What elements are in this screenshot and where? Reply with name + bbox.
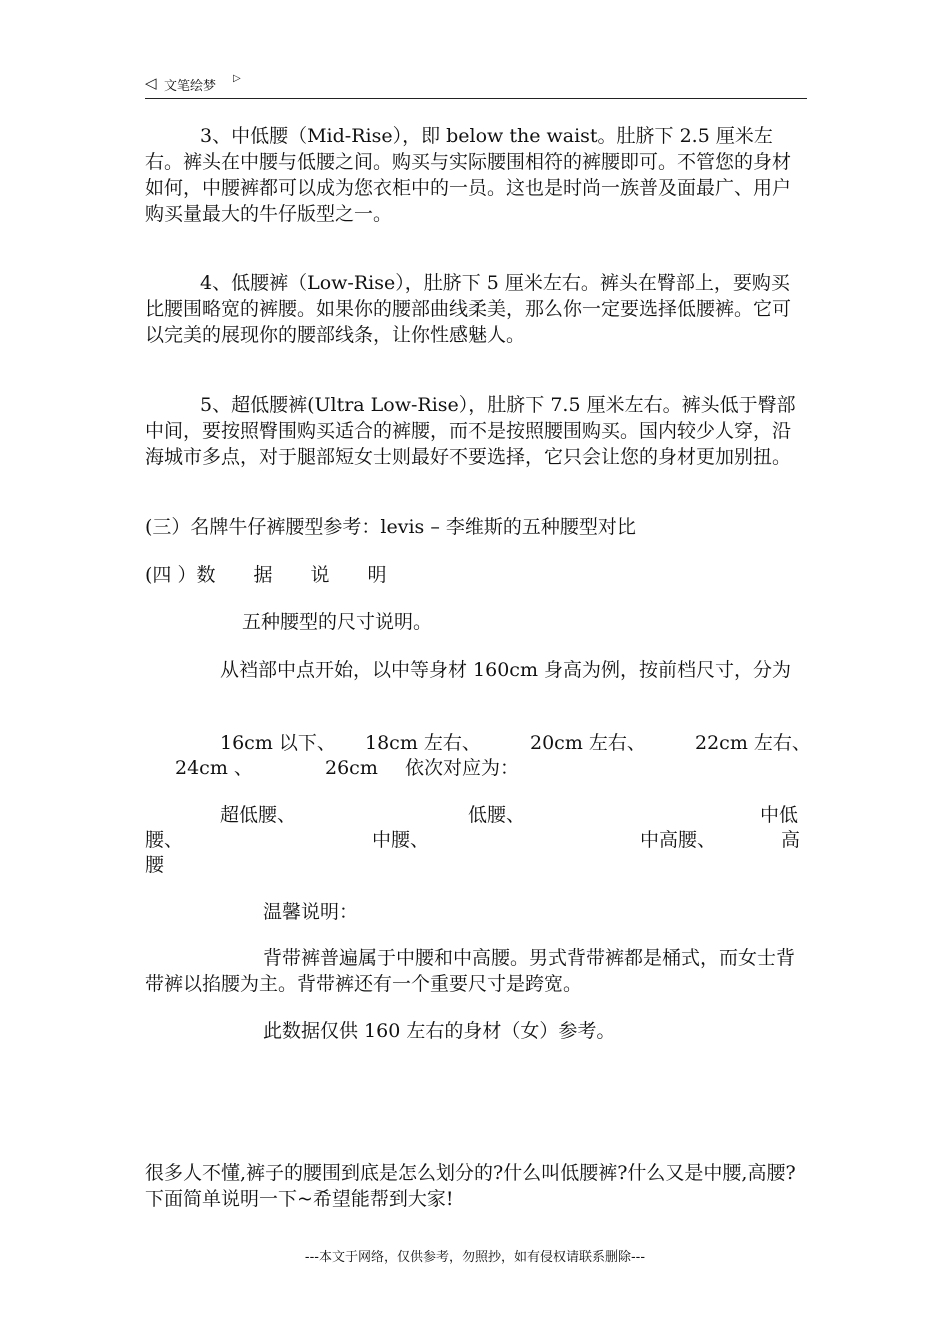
waist-type-item: 腰: [145, 854, 165, 876]
intro-paragraph: 很多人不懂,裤子的腰围到底是怎么划分的?什么叫低腰裤?什么又是中腰,高腰?下面简单说明一下~希望能帮到大家!: [145, 1162, 796, 1210]
section-3-heading: (三）名牌牛仔裤腰型参考：levis – 李维斯的五种腰型对比: [145, 516, 636, 538]
size-item: 26cm: [325, 757, 378, 779]
paragraph-mid-rise: 3、中低腰（Mid-Rise），即 below the waist。肚脐下 2.5 厘米左右。裤头在中腰与低腰之间。购买与实际腰围相符的裤腰即可。不管您的身材如何，中腰裤都可以成为您衣柜中的一员。这也是时尚一族普及面最广、用户购买量最大的牛仔版型之一。: [145, 125, 792, 225]
waist-type-item: 中腰、: [372, 829, 430, 851]
five-types-line: 五种腰型的尺寸说明。: [242, 611, 433, 633]
size-item: 24cm 、: [175, 757, 253, 779]
waist-type-item: 高: [781, 829, 801, 851]
tips-body: 背带裤普遍属于中腰和中高腰。男式背带裤都是桶式，而女士背带裤以掐腰为主。背带裤还有一个重要尺寸是跨宽。: [145, 947, 796, 995]
paragraph-ultra-low-rise: 5、超低腰裤(Ultra Low-Rise），肚脐下 7.5 厘米左右。裤头低于臀部中间，要按照臀围购买适合的裤腰，而不是按照腰围购买。国内较少人穿，沿海城市多点，对于腿部短女士则最好不要选择，它只会让您的身材更加别扭。: [145, 394, 796, 468]
page-footer: ---本文于网络，仅供参考，勿照抄，如有侵权请联系删除---: [304, 1250, 646, 1265]
size-item: 依次对应为：: [405, 757, 520, 779]
page-header: [145, 72, 807, 99]
size-item: 20cm 左右、: [530, 732, 646, 754]
header-brand: 文笔绘梦: [164, 79, 217, 94]
section-4-heading: (四 ）数 据 说 明: [145, 564, 387, 586]
right-triangle-icon: ▷: [233, 73, 241, 84]
waist-type-item: 超低腰、: [220, 804, 297, 826]
left-triangle-icon: ◁: [145, 74, 157, 92]
paragraph-low-rise: 4、低腰裤（Low-Rise），肚脐下 5 厘米左右。裤头在臀部上，要购买比腰围略宽的裤腰。如果你的腰部曲线柔美，那么你一定要选择低腰裤。它可以完美的展现你的腰部线条，让你性感魅人。: [145, 272, 792, 346]
waist-type-item: 中低: [760, 804, 799, 826]
waist-type-item: 低腰、: [468, 804, 526, 826]
waist-type-item: 中高腰、: [640, 829, 717, 851]
tips-note: 此数据仅供 160 左右的身材（女）参考。: [263, 1020, 616, 1042]
size-item: 18cm 左右、: [365, 732, 481, 754]
size-item: 16cm 以下、: [220, 732, 336, 754]
from-crotch-paragraph: 从裆部中点开始，以中等身材 160cm 身高为例，按前档尺寸，分为: [220, 659, 792, 681]
waist-type-item: 腰、: [145, 829, 184, 851]
size-item: 22cm 左右、: [695, 732, 811, 754]
tips-title: 温馨说明：: [263, 901, 359, 923]
